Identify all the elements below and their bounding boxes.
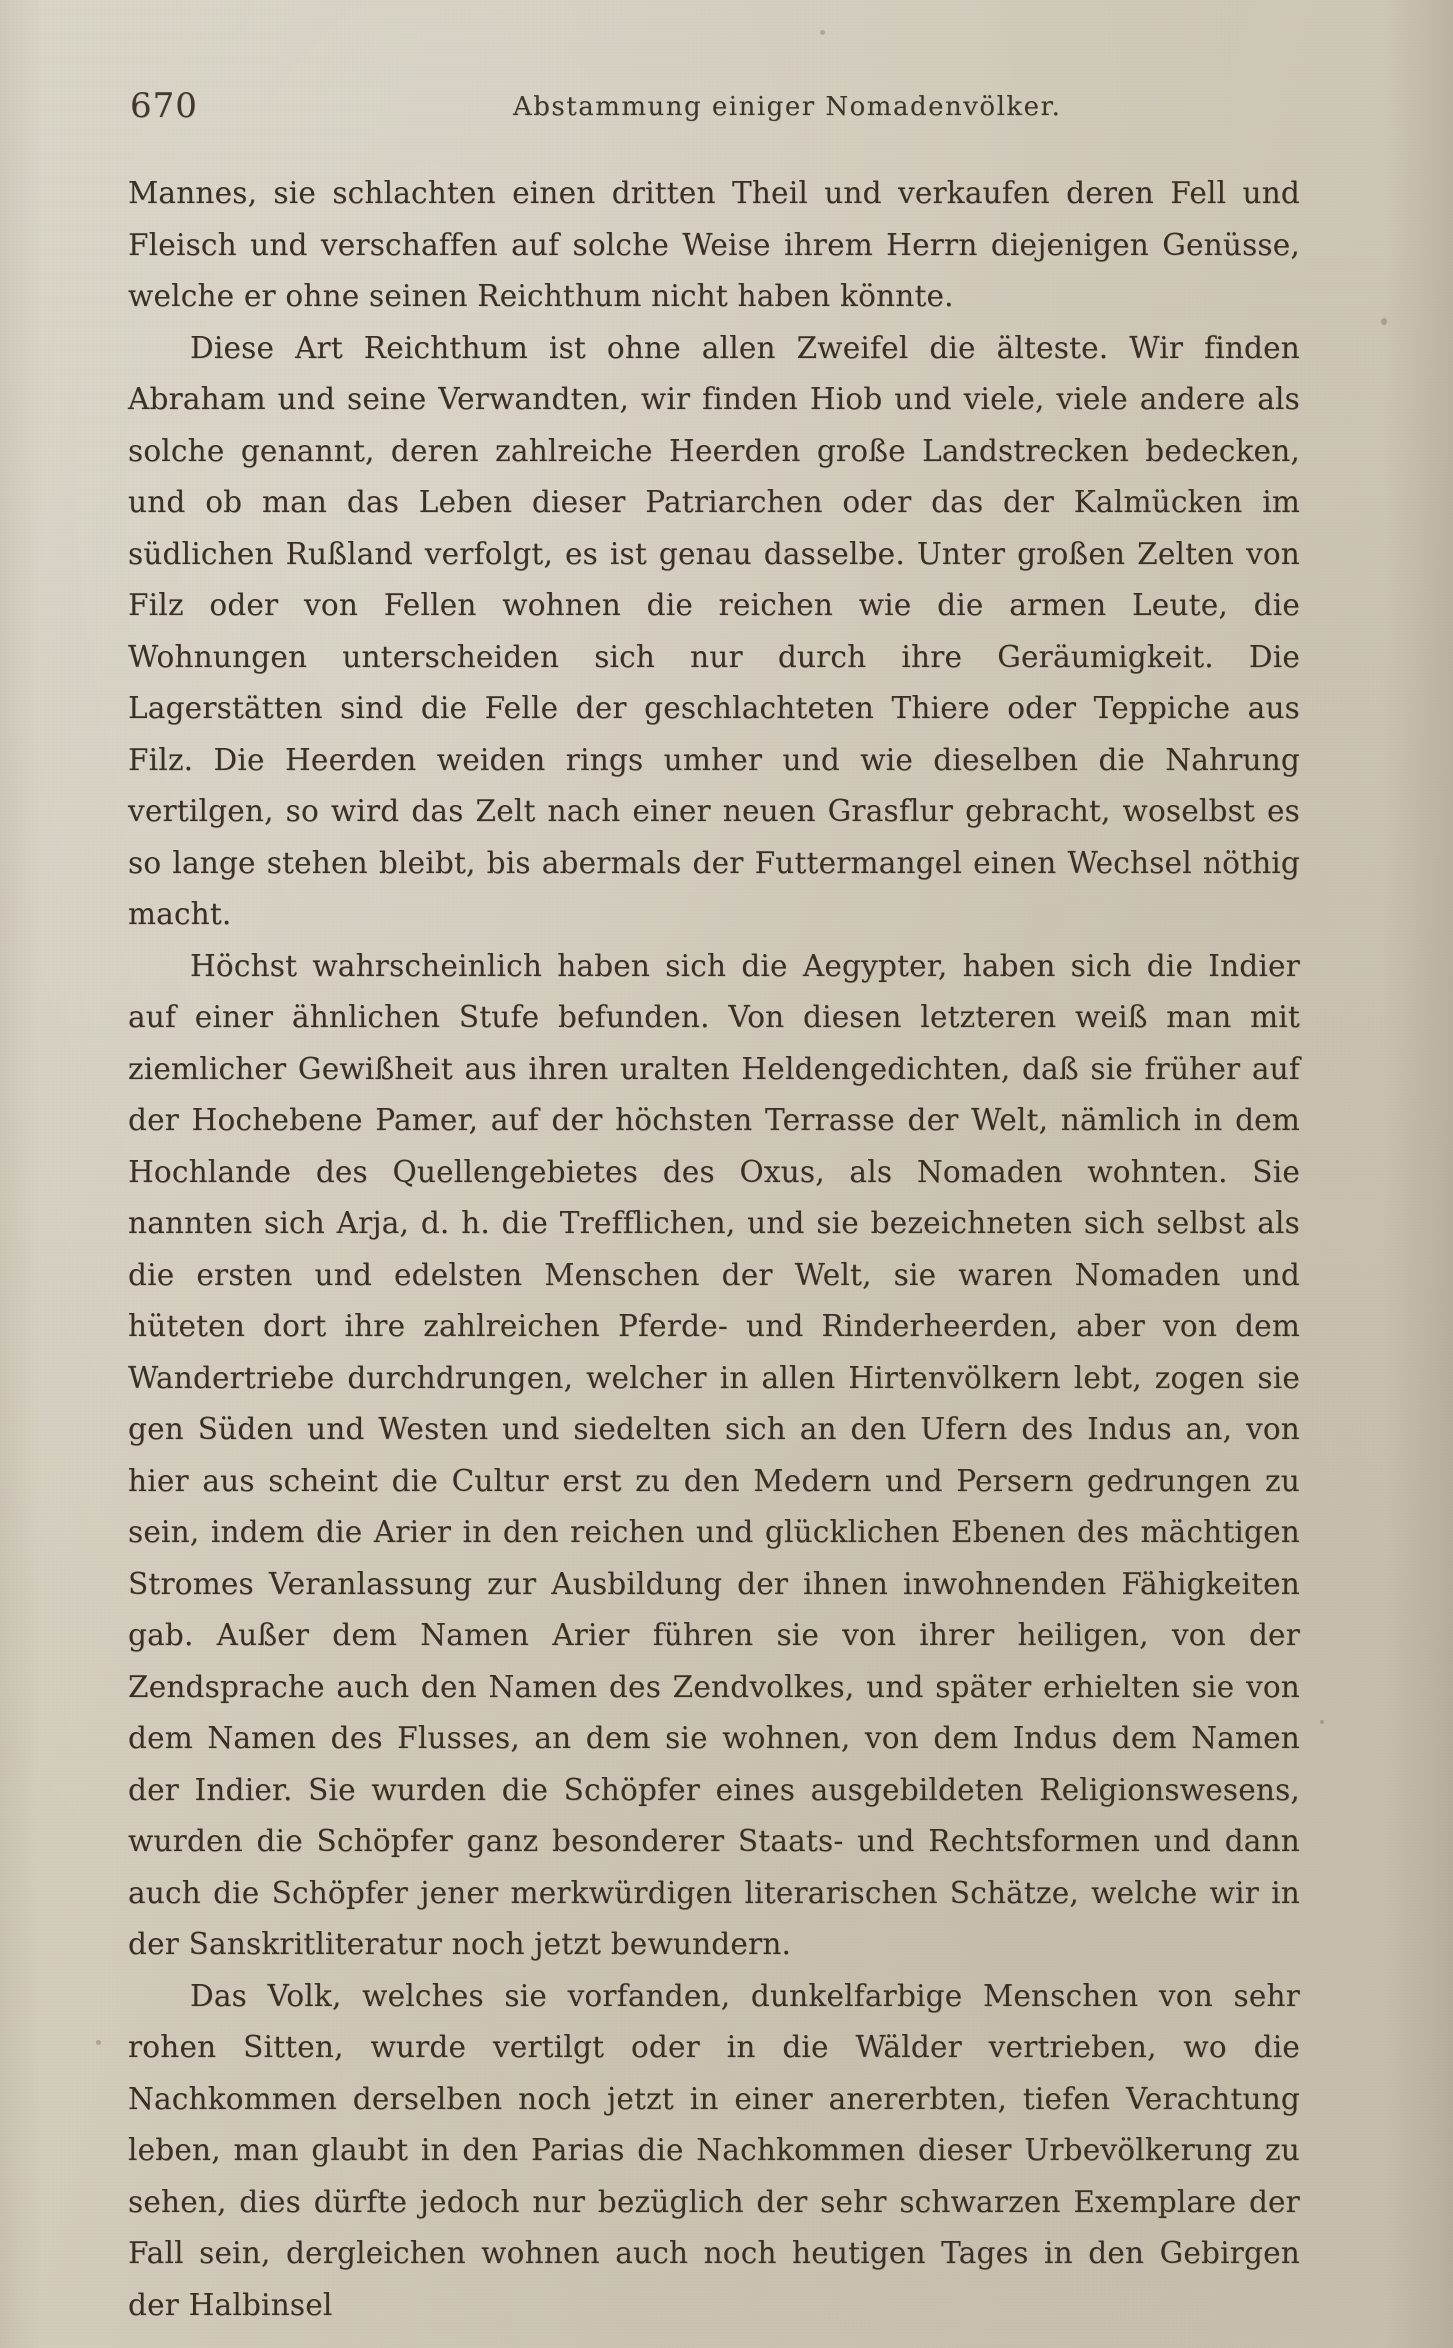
page-number: 670 [130,86,198,126]
page-header [128,86,1428,132]
paper-speck [96,2040,101,2045]
page-content [128,86,1428,2331]
paragraph: Das Volk, welches sie vorfanden, dunkelfarbige Menschen von sehr rohen Sitten, wurde vertilgt oder in die Wälder vertrieben, wo die Nachkommen derselben noch jetzt in einer anererbten, tiefen Verachtung leben, man glaubt in den Parias die Nachkommen dieser Urbevölkerung zu sehen, dies dürfte jedoch nur bezüglich der sehr schwarzen Exemplare der Fall sein, dergleichen wohnen auch noch heutigen Tages in den Gebirgen der Halbinsel [128,1978,1300,2322]
paragraph: Diese Art Reichthum ist ohne allen Zweifel die älteste. Wir finden Abraham und seine Verwandten, wir finden Hiob und viele, viele andere als solche genannt, deren zahlreiche Heerden große Landstrecken bedecken, und ob man das Leben dieser Patriarchen oder das der Kalmücken im südlichen Rußland verfolgt, es ist genau dasselbe. Unter großen Zelten von Filz oder von Fellen wohnen die reichen wie die armen Leute, die Wohnungen unterscheiden sich nur durch ihre Geräumigkeit. Die Lagerstätten sind die Felle der geschlachteten Thiere oder Teppiche aus Filz. Die Heerden weiden rings umher und wie dieselben die Nahrung vertilgen, so wird das Zelt nach einer neuen Grasflur gebracht, woselbst es so lange stehen bleibt, bis abermals der Futtermangel einen Wechsel nöthig macht. [128,330,1300,931]
paragraph: Mannes, sie schlachten einen dritten Theil und verkaufen deren Fell und Fleisch und verschaffen auf solche Weise ihrem Herrn diejenigen Genüsse, welche er ohne seinen Reichthum nicht haben könnte. [128,176,1300,313]
page-left-edge-shadow [0,0,40,2348]
running-head: Abstammung einiger Nomadenvölker. [513,92,1062,122]
paragraph: Höchst wahrscheinlich haben sich die Aegypter, haben sich die Indier auf einer ähnlichen Stufe befunden. Von diesen letzteren weiß man mit ziemlicher Gewißheit aus ihren uralten Heldengedichten, daß sie früher auf der Hochebene Pamer, auf der höchsten Terrasse der Welt, nämlich in dem Hochlande des Quellengebietes des Oxus, als Nomaden wohnten. Sie nannten sich Arja, d. h. die Trefflichen, und sie bezeichneten sich selbst als die ersten und edelsten Menschen der Welt, sie waren Nomaden und hüteten dort ihre zahlreichen Pferde- und Rinderheerden, aber von dem Wandertriebe durchdrungen, welcher in allen Hirtenvölkern lebt, zogen sie gen Süden und Westen und siedelten sich an den Ufern des Indus an, von hier aus scheint die Cultur erst zu den Medern und Persern gedrungen zu sein, indem die Arier in den reichen und glücklichen Ebenen des mächtigen Stromes Veranlassung zur Ausbildung der ihnen inwohnenden Fähigkeiten gab. Außer dem Namen Arier führen sie von ihrer heiligen, von der Zendsprache auch den Namen des Zendvolkes, und später erhielten sie von dem Namen des Flusses, an dem sie wohnen, von dem Indus dem Namen der Indier. Sie wurden die Schöpfer eines ausgebildeten Religionswesens, wurden die Schöpfer ganz besonderer Staats- und Rechtsformen und dann auch die Schöpfer jener merkwürdigen literarischen Schätze, welche wir in der Sanskritliteratur noch jetzt bewundern. [128,948,1300,1961]
paper-speck [820,30,825,35]
body-text [128,168,1300,2331]
